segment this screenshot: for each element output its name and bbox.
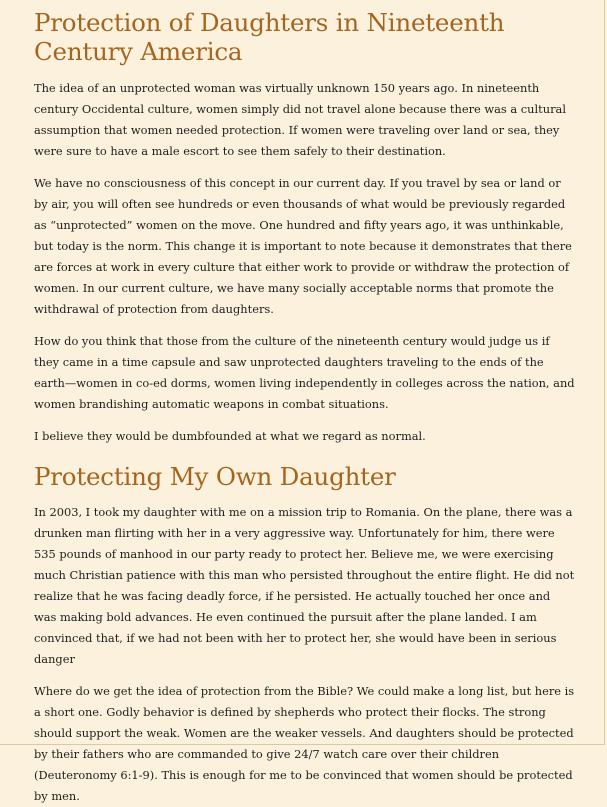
paragraph-dumbfounded: I believe they would be dumbfounded at what we regard as normal.: [34, 429, 426, 443]
paragraph-mission-trip: In 2003, I took my daughter with me on a mission trip to Romania. On the plane, there was a drunken man flirting with her in a very aggressive way. Unfortunately for him, there were 535 pounds of manhood in our party ready to protect her. Believe me, we were exercising much Christian patience with this man who persisted throughout the entire flight. He did not realize that he was facing deadly force, if he persisted. He actually touched her once and was making bold advances. He even continued the pursuit after the plane landed. I am convinced that, if we had not been with her to protect her, she would have been in serious danger: [34, 505, 575, 666]
section-heading-protection-of-daughters: Protection of Daughters in Nineteenth Century America: [34, 8, 505, 66]
section-heading-protecting-my-daughter: Protecting My Own Daughter: [34, 462, 396, 491]
paragraph-no-consciousness: We have no consciousness of this concept in our current day. If you travel by sea or land or by air, you will often see hundreds or even thousands of what would be previously regarded as “unprotected” women on the move. One hundred and fifty years ago, it was unthinkable, but today is the norm. This change it is important to note because it demonstrates that there are forces at work in every culture that either work to provide or withdraw the protection of women. In our current culture, we have many socially acceptable norms that promote the withdrawal of protection from daughters.: [34, 176, 572, 316]
paragraph-unprotected-woman: The idea of an unprotected woman was virtually unknown 150 years ago. In nineteenth century Occidental culture, women simply did not travel alone because there was a cultural assumption that women needed protection. If women were traveling over land or sea, they were sure to have a male escort to see them safely to their destination.: [34, 81, 566, 158]
paragraph-bible-protection: Where do we get the idea of protection from the Bible? We could make a long list, but here is a short one. Godly behavior is defined by shepherds who protect their flocks. The strong should support the weak. Women are the weaker vessels. And daughters should be protected by their fathers who are commanded to give 24/7 watch care over their children (Deuteronomy 6:1-9). This is enough for me to be convinced that women should be protected by men.: [34, 684, 575, 803]
paragraph-time-capsule: How do you think that those from the culture of the nineteenth century would judge us if they came in a time capsule and saw unprotected daughters traveling to the ends of the earth—women in co-ed dorms, women living independently in colleges across the nation, and women brandishing automatic weapons in combat situations.: [34, 334, 575, 411]
